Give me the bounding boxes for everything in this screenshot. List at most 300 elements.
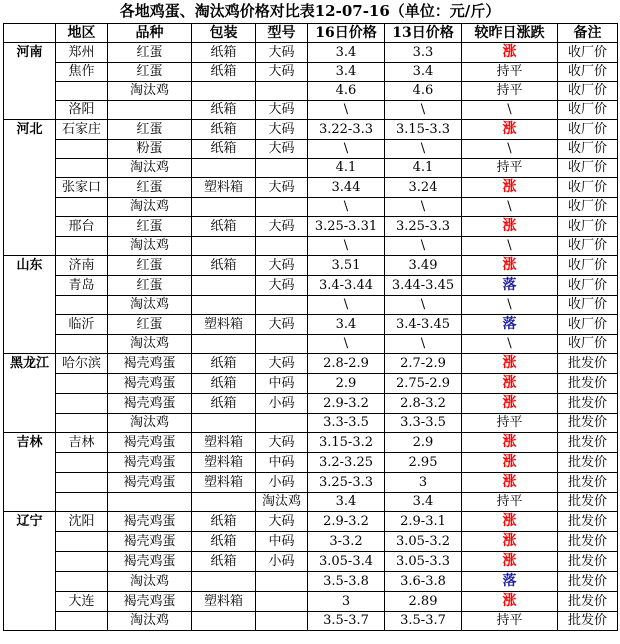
variety-cell: 淘汰鸡 xyxy=(108,82,192,101)
change-cell xyxy=(462,276,558,296)
package-cell xyxy=(192,612,256,631)
change-cell xyxy=(462,315,558,335)
size-cell: 大码 xyxy=(256,101,308,120)
variety-cell: 褐壳鸡蛋 xyxy=(108,394,192,414)
price-13-cell: 3.05-3.3 xyxy=(385,552,462,572)
price-13-cell: 3.25-3.3 xyxy=(385,217,462,237)
variety-cell: 红蛋 xyxy=(108,276,192,296)
note-cell: 收厂价 xyxy=(558,178,618,198)
size-cell xyxy=(256,612,308,631)
province-cell xyxy=(4,178,56,198)
price-13-cell: 3.6-3.8 xyxy=(385,572,462,592)
city-cell: 哈尔滨 xyxy=(56,354,108,374)
change-indicator: 涨 xyxy=(502,593,517,609)
price-13-cell: 3.4 xyxy=(385,63,462,82)
note-cell: 批发价 xyxy=(558,374,618,394)
note-cell: 批发价 xyxy=(558,473,618,493)
province-cell: 河南 xyxy=(4,43,56,63)
table-row xyxy=(4,592,618,612)
variety-cell: 红蛋 xyxy=(108,120,192,140)
table-row xyxy=(4,159,618,178)
package-cell: 塑料箱 xyxy=(192,315,256,335)
size-cell xyxy=(256,414,308,433)
change-cell xyxy=(462,217,558,237)
size-cell: 中码 xyxy=(256,532,308,552)
change-indicator: \ xyxy=(507,141,512,156)
province-cell xyxy=(4,140,56,159)
note-cell: 收厂价 xyxy=(558,43,618,63)
change-cell xyxy=(462,63,558,82)
price-16-cell: 4.1 xyxy=(308,159,385,178)
change-indicator: 涨 xyxy=(502,257,517,273)
package-cell: 塑料箱 xyxy=(192,473,256,493)
table-row xyxy=(4,612,618,631)
size-cell xyxy=(256,237,308,256)
province-cell xyxy=(4,612,56,631)
city-cell xyxy=(56,296,108,315)
variety-cell: 红蛋 xyxy=(108,315,192,335)
change-cell xyxy=(462,453,558,473)
change-cell xyxy=(462,394,558,414)
change-indicator: 涨 xyxy=(502,553,517,569)
province-cell xyxy=(4,198,56,217)
package-cell: 纸箱 xyxy=(192,256,256,276)
city-cell xyxy=(56,532,108,552)
note-cell: 批发价 xyxy=(558,532,618,552)
price-16-cell: 3.5-3.7 xyxy=(308,612,385,631)
header-row xyxy=(4,24,618,43)
province-cell xyxy=(4,453,56,473)
package-cell: 纸箱 xyxy=(192,394,256,414)
table-row xyxy=(4,276,618,296)
header-package: 包装 xyxy=(192,24,256,43)
variety-cell: 红蛋 xyxy=(108,63,192,82)
change-indicator: 涨 xyxy=(502,434,517,450)
province-cell xyxy=(4,552,56,572)
change-indicator: 涨 xyxy=(502,375,517,391)
size-cell: 小码 xyxy=(256,394,308,414)
table-row xyxy=(4,493,618,512)
package-cell: 塑料箱 xyxy=(192,592,256,612)
city-cell xyxy=(56,473,108,493)
variety-cell: 淘汰鸡 xyxy=(108,612,192,631)
change-indicator: 涨 xyxy=(502,533,517,549)
package-cell: 纸箱 xyxy=(192,140,256,159)
price-16-cell: 3-3.2 xyxy=(308,532,385,552)
price-13-cell: 2.9-3.1 xyxy=(385,512,462,532)
price-13-cell: 2.9 xyxy=(385,433,462,453)
variety-cell: 淘汰鸡 xyxy=(108,198,192,217)
note-cell: 收厂价 xyxy=(558,256,618,276)
city-cell: 吉林 xyxy=(56,433,108,453)
change-cell xyxy=(462,552,558,572)
price-13-cell: 3.49 xyxy=(385,256,462,276)
table-row xyxy=(4,572,618,592)
city-cell xyxy=(56,612,108,631)
note-cell: 收厂价 xyxy=(558,82,618,101)
package-cell: 纸箱 xyxy=(192,120,256,140)
package-cell: 纸箱 xyxy=(192,43,256,63)
province-cell xyxy=(4,414,56,433)
package-cell xyxy=(192,335,256,354)
header-change: 较昨日涨跌 xyxy=(462,24,558,43)
header-size: 型号 xyxy=(256,24,308,43)
change-indicator: 涨 xyxy=(502,513,517,529)
price-16-cell: 3.4 xyxy=(308,63,385,82)
change-indicator: 涨 xyxy=(502,474,517,490)
note-cell: 收厂价 xyxy=(558,198,618,217)
size-cell: 大码 xyxy=(256,43,308,63)
package-cell xyxy=(192,276,256,296)
change-cell xyxy=(462,178,558,198)
variety-cell: 褐壳鸡蛋 xyxy=(108,374,192,394)
change-cell xyxy=(462,120,558,140)
note-cell: 收厂价 xyxy=(558,315,618,335)
province-cell xyxy=(4,374,56,394)
province-cell xyxy=(4,101,56,120)
package-cell: 塑料箱 xyxy=(192,433,256,453)
price-16-cell: 2.9-3.2 xyxy=(308,394,385,414)
price-table xyxy=(3,23,618,631)
province-cell xyxy=(4,394,56,414)
variety-cell xyxy=(108,493,192,512)
table-row xyxy=(4,82,618,101)
variety-cell: 褐壳鸡蛋 xyxy=(108,512,192,532)
size-cell xyxy=(256,592,308,612)
package-cell xyxy=(192,493,256,512)
change-cell xyxy=(462,296,558,315)
change-cell xyxy=(462,612,558,631)
variety-cell: 褐壳鸡蛋 xyxy=(108,473,192,493)
change-indicator: 涨 xyxy=(502,454,517,470)
package-cell xyxy=(192,296,256,315)
city-cell: 大连 xyxy=(56,592,108,612)
variety-cell: 淘汰鸡 xyxy=(108,572,192,592)
price-13-cell: 2.7-2.9 xyxy=(385,354,462,374)
city-cell xyxy=(56,374,108,394)
price-13-cell: \ xyxy=(385,296,462,315)
price-16-cell: \ xyxy=(308,296,385,315)
variety-cell: 红蛋 xyxy=(108,178,192,198)
city-cell: 济南 xyxy=(56,256,108,276)
size-cell: 淘汰鸡 xyxy=(256,493,308,512)
change-indicator: 涨 xyxy=(502,395,517,411)
size-cell xyxy=(256,159,308,178)
variety-cell: 褐壳鸡蛋 xyxy=(108,433,192,453)
change-indicator: \ xyxy=(507,238,512,253)
price-16-cell: 3.25-3.31 xyxy=(308,217,385,237)
price-16-cell: \ xyxy=(308,101,385,120)
variety-cell: 淘汰鸡 xyxy=(108,296,192,315)
price-13-cell: 3.3-3.5 xyxy=(385,414,462,433)
variety-cell: 褐壳鸡蛋 xyxy=(108,552,192,572)
note-cell: 批发价 xyxy=(558,612,618,631)
size-cell xyxy=(256,198,308,217)
size-cell xyxy=(256,296,308,315)
city-cell: 焦作 xyxy=(56,63,108,82)
change-indicator: \ xyxy=(507,102,512,117)
variety-cell: 褐壳鸡蛋 xyxy=(108,532,192,552)
header-price-16: 16日价格 xyxy=(308,24,385,43)
province-cell xyxy=(4,532,56,552)
size-cell: 中码 xyxy=(256,374,308,394)
city-cell: 石家庄 xyxy=(56,120,108,140)
note-cell: 批发价 xyxy=(558,552,618,572)
price-16-cell: 3.25-3.3 xyxy=(308,473,385,493)
city-cell xyxy=(56,414,108,433)
table-row xyxy=(4,43,618,63)
province-cell: 辽宁 xyxy=(4,512,56,532)
price-16-cell: 3 xyxy=(308,592,385,612)
variety-cell xyxy=(108,101,192,120)
price-13-cell: 2.89 xyxy=(385,592,462,612)
price-13-cell: 3.5-3.7 xyxy=(385,612,462,631)
change-indicator: 涨 xyxy=(502,179,517,195)
change-indicator: \ xyxy=(507,297,512,312)
table-row xyxy=(4,374,618,394)
price-13-cell: \ xyxy=(385,101,462,120)
city-cell xyxy=(56,237,108,256)
note-cell: 批发价 xyxy=(558,453,618,473)
table-row xyxy=(4,63,618,82)
price-13-cell: 4.1 xyxy=(385,159,462,178)
change-cell xyxy=(462,43,558,63)
province-cell xyxy=(4,217,56,237)
table-row xyxy=(4,335,618,354)
header-province xyxy=(4,24,56,43)
size-cell: 大码 xyxy=(256,178,308,198)
table-row xyxy=(4,198,618,217)
variety-cell: 红蛋 xyxy=(108,217,192,237)
price-13-cell: 3.3 xyxy=(385,43,462,63)
city-cell xyxy=(56,453,108,473)
note-cell: 批发价 xyxy=(558,572,618,592)
size-cell: 小码 xyxy=(256,552,308,572)
table-row xyxy=(4,394,618,414)
price-13-cell: 3.15-3.3 xyxy=(385,120,462,140)
province-cell xyxy=(4,493,56,512)
table-row xyxy=(4,473,618,493)
city-cell xyxy=(56,159,108,178)
city-cell xyxy=(56,82,108,101)
variety-cell: 红蛋 xyxy=(108,256,192,276)
size-cell: 大码 xyxy=(256,217,308,237)
variety-cell: 淘汰鸡 xyxy=(108,414,192,433)
table-row xyxy=(4,453,618,473)
province-cell: 黑龙江 xyxy=(4,354,56,374)
city-cell: 郑州 xyxy=(56,43,108,63)
price-16-cell: 3.44 xyxy=(308,178,385,198)
change-indicator: 落 xyxy=(502,573,517,589)
size-cell: 中码 xyxy=(256,453,308,473)
table-body xyxy=(4,43,618,631)
size-cell: 大码 xyxy=(256,276,308,296)
package-cell: 纸箱 xyxy=(192,63,256,82)
city-cell: 洛阳 xyxy=(56,101,108,120)
province-cell: 河北 xyxy=(4,120,56,140)
package-cell: 纸箱 xyxy=(192,354,256,374)
price-16-cell: 3.4-3.44 xyxy=(308,276,385,296)
change-cell xyxy=(462,335,558,354)
table-row xyxy=(4,532,618,552)
table-row xyxy=(4,296,618,315)
change-indicator: 持平 xyxy=(496,160,523,175)
city-cell xyxy=(56,394,108,414)
package-cell xyxy=(192,198,256,217)
price-16-cell: 2.9 xyxy=(308,374,385,394)
price-16-cell: 3.5-3.8 xyxy=(308,572,385,592)
note-cell: 收厂价 xyxy=(558,120,618,140)
note-cell: 批发价 xyxy=(558,394,618,414)
change-cell xyxy=(462,354,558,374)
price-16-cell: 3.3-3.5 xyxy=(308,414,385,433)
change-cell xyxy=(462,237,558,256)
change-indicator: 落 xyxy=(502,316,517,332)
size-cell: 大码 xyxy=(256,140,308,159)
table-row xyxy=(4,552,618,572)
variety-cell: 褐壳鸡蛋 xyxy=(108,592,192,612)
change-indicator: 涨 xyxy=(502,355,517,371)
change-indicator: 涨 xyxy=(502,121,517,137)
size-cell: 大码 xyxy=(256,512,308,532)
size-cell xyxy=(256,572,308,592)
note-cell: 收厂价 xyxy=(558,217,618,237)
variety-cell: 淘汰鸡 xyxy=(108,237,192,256)
change-cell xyxy=(462,101,558,120)
change-indicator: 持平 xyxy=(496,83,523,98)
table-row xyxy=(4,120,618,140)
change-cell xyxy=(462,532,558,552)
price-13-cell: 2.95 xyxy=(385,453,462,473)
size-cell: 大码 xyxy=(256,315,308,335)
change-cell xyxy=(462,159,558,178)
package-cell: 纸箱 xyxy=(192,374,256,394)
price-16-cell: 3.15-3.2 xyxy=(308,433,385,453)
note-cell: 收厂价 xyxy=(558,296,618,315)
province-cell xyxy=(4,473,56,493)
package-cell: 纸箱 xyxy=(192,552,256,572)
city-cell xyxy=(56,198,108,217)
header-variety: 品种 xyxy=(108,24,192,43)
note-cell: 批发价 xyxy=(558,354,618,374)
note-cell: 批发价 xyxy=(558,592,618,612)
change-cell xyxy=(462,433,558,453)
province-cell xyxy=(4,276,56,296)
variety-cell: 褐壳鸡蛋 xyxy=(108,453,192,473)
header-note: 备注 xyxy=(558,24,618,43)
city-cell xyxy=(56,493,108,512)
city-cell: 沈阳 xyxy=(56,512,108,532)
province-cell xyxy=(4,315,56,335)
province-cell xyxy=(4,82,56,101)
city-cell: 张家口 xyxy=(56,178,108,198)
variety-cell: 红蛋 xyxy=(108,43,192,63)
change-cell xyxy=(462,374,558,394)
size-cell: 小码 xyxy=(256,473,308,493)
price-13-cell: \ xyxy=(385,335,462,354)
price-13-cell: 3.4 xyxy=(385,493,462,512)
table-row xyxy=(4,178,618,198)
size-cell xyxy=(256,335,308,354)
province-cell xyxy=(4,63,56,82)
table-row xyxy=(4,256,618,276)
price-16-cell: \ xyxy=(308,140,385,159)
package-cell: 塑料箱 xyxy=(192,178,256,198)
variety-cell: 淘汰鸡 xyxy=(108,335,192,354)
package-cell: 纸箱 xyxy=(192,217,256,237)
change-indicator: 持平 xyxy=(496,613,523,628)
change-cell xyxy=(462,493,558,512)
note-cell: 批发价 xyxy=(558,493,618,512)
table-row xyxy=(4,140,618,159)
price-13-cell: 3.05-3.2 xyxy=(385,532,462,552)
package-cell: 纸箱 xyxy=(192,512,256,532)
city-cell xyxy=(56,140,108,159)
province-cell xyxy=(4,296,56,315)
price-16-cell: \ xyxy=(308,237,385,256)
note-cell: 收厂价 xyxy=(558,101,618,120)
note-cell: 批发价 xyxy=(558,414,618,433)
price-16-cell: 3.05-3.4 xyxy=(308,552,385,572)
change-cell xyxy=(462,512,558,532)
price-16-cell: \ xyxy=(308,198,385,217)
province-cell xyxy=(4,572,56,592)
note-cell: 收厂价 xyxy=(558,237,618,256)
change-indicator: 持平 xyxy=(496,64,523,79)
city-cell: 青岛 xyxy=(56,276,108,296)
change-cell xyxy=(462,256,558,276)
price-13-cell: \ xyxy=(385,237,462,256)
price-13-cell: 4.6 xyxy=(385,82,462,101)
note-cell: 批发价 xyxy=(558,433,618,453)
city-cell xyxy=(56,335,108,354)
province-cell xyxy=(4,335,56,354)
change-cell xyxy=(462,473,558,493)
province-cell: 吉林 xyxy=(4,433,56,453)
price-16-cell: 4.6 xyxy=(308,82,385,101)
change-indicator: 持平 xyxy=(496,494,523,509)
price-16-cell: 3.4 xyxy=(308,43,385,63)
price-13-cell: \ xyxy=(385,140,462,159)
table-row xyxy=(4,315,618,335)
note-cell: 批发价 xyxy=(558,512,618,532)
change-indicator: \ xyxy=(507,336,512,351)
change-cell xyxy=(462,140,558,159)
table-row xyxy=(4,217,618,237)
change-indicator: 持平 xyxy=(496,415,523,430)
package-cell: 塑料箱 xyxy=(192,453,256,473)
table-row xyxy=(4,414,618,433)
package-cell xyxy=(192,414,256,433)
price-13-cell: 2.8-3.2 xyxy=(385,394,462,414)
size-cell: 大码 xyxy=(256,433,308,453)
province-cell: 山东 xyxy=(4,256,56,276)
variety-cell: 粉蛋 xyxy=(108,140,192,159)
note-cell: 收厂价 xyxy=(558,140,618,159)
size-cell: 大码 xyxy=(256,120,308,140)
province-cell xyxy=(4,159,56,178)
price-13-cell: 3.44-3.45 xyxy=(385,276,462,296)
price-16-cell: 3.4 xyxy=(308,493,385,512)
size-cell: 大码 xyxy=(256,354,308,374)
price-13-cell: 3.4-3.45 xyxy=(385,315,462,335)
variety-cell: 褐壳鸡蛋 xyxy=(108,354,192,374)
table-row xyxy=(4,433,618,453)
price-13-cell: 3.24 xyxy=(385,178,462,198)
table-row xyxy=(4,237,618,256)
note-cell: 收厂价 xyxy=(558,63,618,82)
size-cell: 大码 xyxy=(256,256,308,276)
